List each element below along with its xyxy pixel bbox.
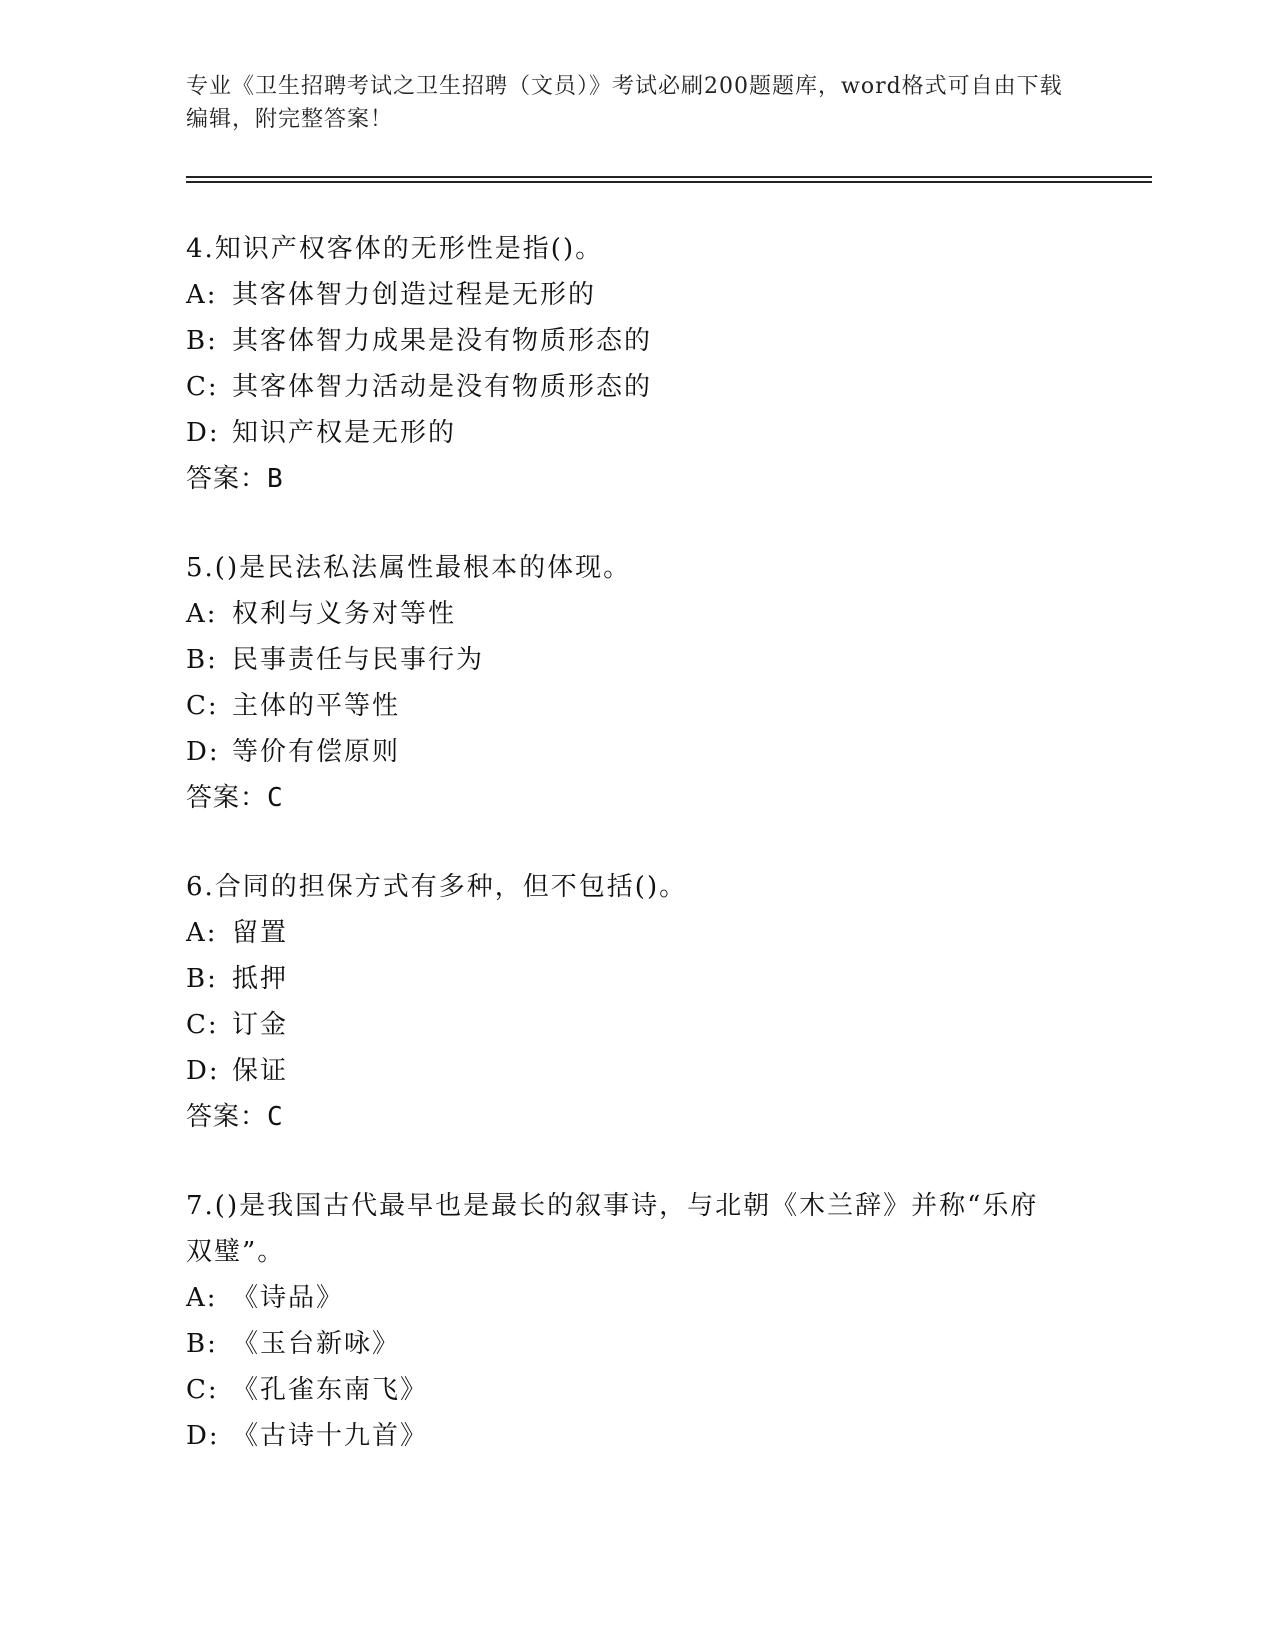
option-letter: B: xyxy=(186,326,218,356)
answer-value: C xyxy=(267,783,284,813)
document-header: 专业《卫生招聘考试之卫生招聘（文员）》考试必刷200题题库，word格式可自由下载编辑，附完整答案！ xyxy=(186,74,1063,132)
question-7 xyxy=(186,1183,1066,1459)
question-stem: 4.知识产权客体的无形性是指()。 xyxy=(186,234,604,264)
option-letter: D: xyxy=(186,737,220,767)
option-letter: C: xyxy=(186,1010,219,1040)
option-letter: A: xyxy=(186,1283,218,1313)
option-c xyxy=(186,683,1086,729)
answer-value: B xyxy=(267,464,284,494)
option-a xyxy=(186,272,1086,318)
option-text: 知识产权是无形的 xyxy=(232,418,457,448)
question-stem: 5.()是民法私法属性最根本的体现。 xyxy=(186,553,632,583)
option-text: 其客体智力创造过程是无形的 xyxy=(232,280,597,310)
option-text: 《古诗十九首》 xyxy=(232,1421,429,1451)
option-letter: A: xyxy=(186,280,218,310)
option-c xyxy=(186,1367,1066,1413)
option-text: 《诗品》 xyxy=(232,1283,345,1313)
option-d xyxy=(186,1048,1086,1094)
option-letter: A: xyxy=(186,918,218,948)
header-divider-bottom xyxy=(186,181,1152,183)
option-text: 等价有偿原则 xyxy=(232,737,401,767)
question-stem: 6.合同的担保方式有多种，但不包括()。 xyxy=(186,872,688,902)
option-a xyxy=(186,910,1086,956)
option-text: 民事责任与民事行为 xyxy=(232,645,485,675)
option-letter: C: xyxy=(186,691,219,721)
option-a xyxy=(186,1275,1066,1321)
option-b xyxy=(186,637,1086,683)
option-letter: C: xyxy=(186,1375,219,1405)
answer-line xyxy=(186,456,1086,502)
option-d xyxy=(186,1413,1066,1459)
option-letter: A: xyxy=(186,599,218,629)
option-b xyxy=(186,1321,1066,1367)
option-a xyxy=(186,591,1086,637)
option-letter: B: xyxy=(186,1329,218,1359)
option-text: 其客体智力活动是没有物质形态的 xyxy=(232,372,653,402)
option-text: 保证 xyxy=(232,1056,289,1086)
question-4 xyxy=(186,226,1086,502)
header-divider-top xyxy=(186,176,1152,178)
option-text: 《玉台新咏》 xyxy=(232,1329,401,1359)
option-c xyxy=(186,1002,1086,1048)
option-text: 权利与义务对等性 xyxy=(232,599,457,629)
answer-label: 答案： xyxy=(186,783,268,813)
option-text: 留置 xyxy=(232,918,289,948)
option-c xyxy=(186,364,1086,410)
option-text: 主体的平等性 xyxy=(232,691,401,721)
question-stem: 7.()是我国古代最早也是最长的叙事诗，与北朝《木兰辞》并称“乐府双璧”。 xyxy=(186,1191,1039,1267)
answer-label: 答案： xyxy=(186,464,268,494)
option-b xyxy=(186,956,1086,1002)
option-letter: D: xyxy=(186,1056,220,1086)
option-letter: B: xyxy=(186,645,218,675)
option-text: 《孔雀东南飞》 xyxy=(232,1375,429,1405)
option-text: 订金 xyxy=(232,1010,289,1040)
question-5 xyxy=(186,545,1086,821)
option-text: 抵押 xyxy=(232,964,289,994)
option-letter: D: xyxy=(186,418,220,448)
option-letter: B: xyxy=(186,964,218,994)
option-letter: D: xyxy=(186,1421,220,1451)
option-d xyxy=(186,410,1086,456)
option-b xyxy=(186,318,1086,364)
answer-line xyxy=(186,775,1086,821)
answer-value: C xyxy=(267,1102,284,1132)
option-d xyxy=(186,729,1086,775)
option-letter: C: xyxy=(186,372,219,402)
answer-label: 答案： xyxy=(186,1102,268,1132)
question-6 xyxy=(186,864,1086,1140)
option-text: 其客体智力成果是没有物质形态的 xyxy=(232,326,653,356)
answer-line xyxy=(186,1094,1086,1140)
